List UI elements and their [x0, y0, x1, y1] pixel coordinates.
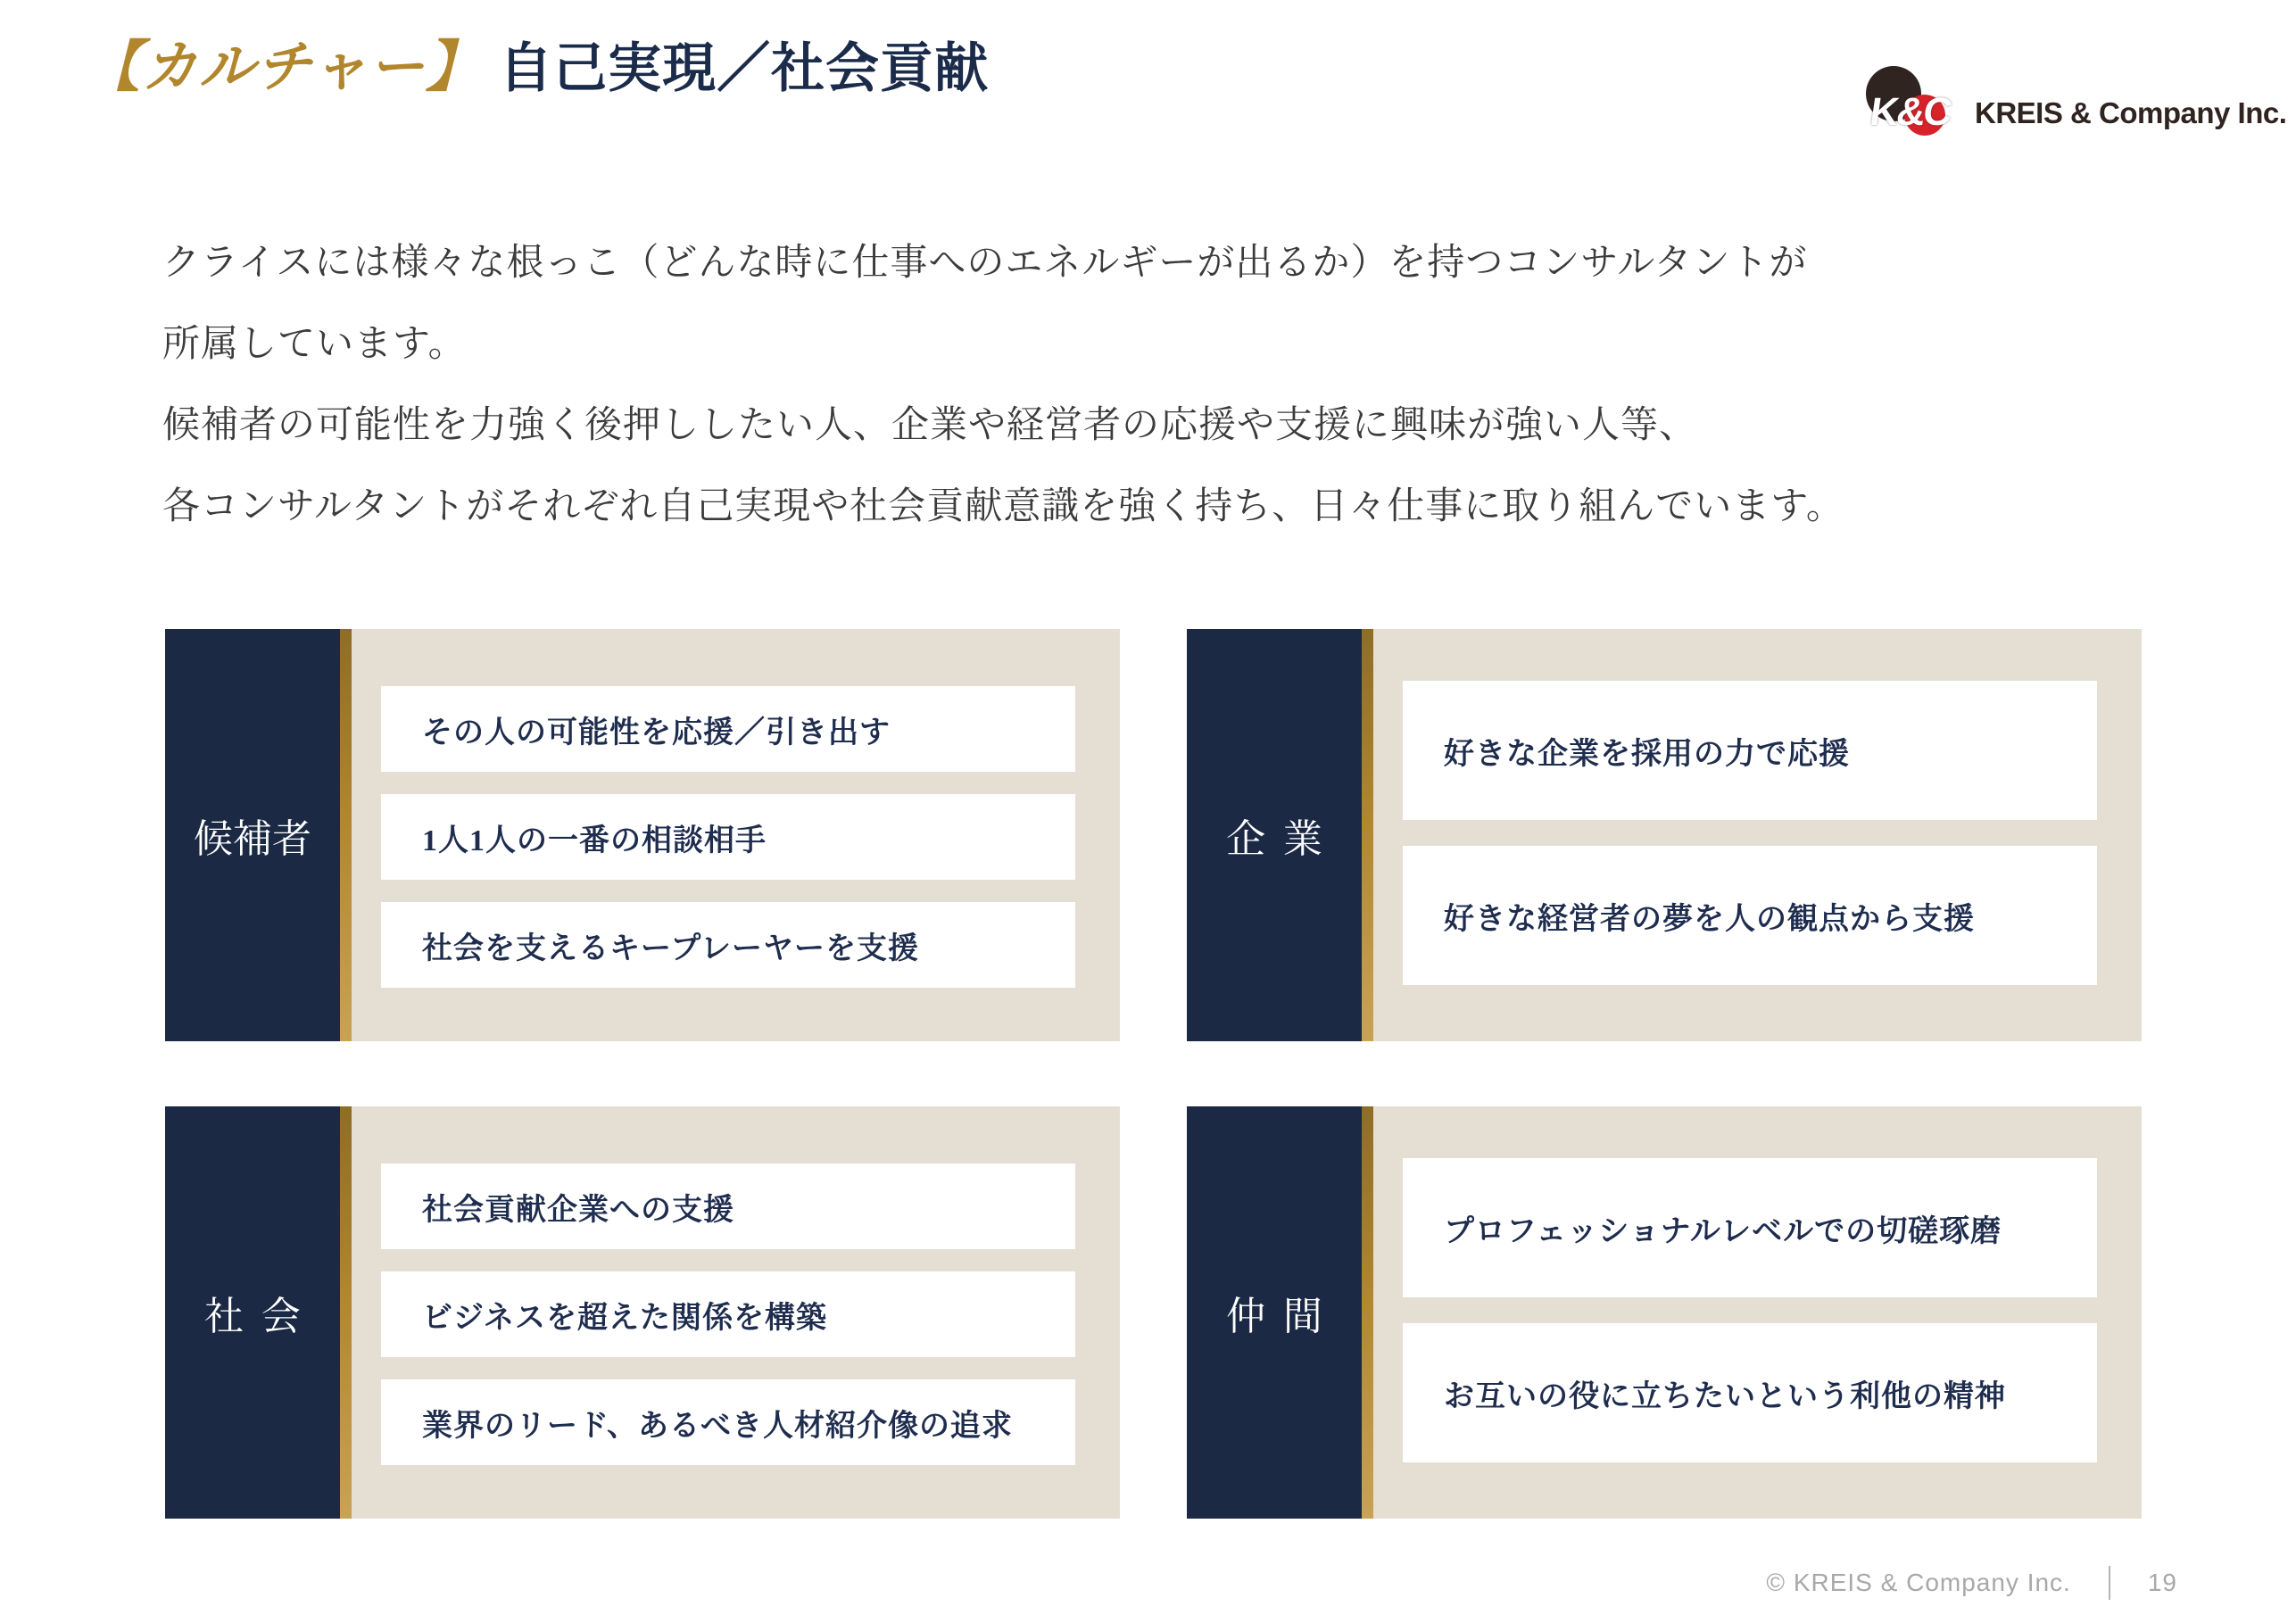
intro-line: 各コンサルタントがそれぞれ自己実現や社会貢献意識を強く持ち、日々仕事に取り組んでいます。: [162, 484, 1844, 526]
intro-line: クライスには様々な根っこ（どんな時に仕事へのエネルギーが出るか）を持つコンサルタントが: [162, 241, 1808, 283]
logo-mark-icon: [1863, 61, 1966, 145]
culture-card-grid: [165, 629, 2142, 1519]
card-colleagues: [1187, 1106, 2142, 1519]
card-item: ビジネスを超えた関係を構築: [381, 1271, 1075, 1357]
card-society-body: [352, 1106, 1120, 1519]
gold-stripe: [1362, 1106, 1373, 1519]
card-candidates-body: [352, 629, 1120, 1041]
logo-company-name: KREIS & Company Inc.: [1975, 96, 2287, 129]
card-item: お互いの役に立ちたいという利他の精神: [1403, 1323, 2097, 1462]
card-item: 1人1人の一番の相談相手: [381, 794, 1075, 880]
footer-page-number: 19: [2147, 1569, 2177, 1596]
card-society: [165, 1106, 1120, 1519]
card-item: 社会を支えるキープレーヤーを支援: [381, 902, 1075, 988]
card-item: 社会貢献企業への支援: [381, 1163, 1075, 1249]
intro-paragraph: [162, 221, 1844, 546]
company-logo: [1863, 61, 2287, 145]
gold-stripe: [340, 1106, 352, 1519]
gold-stripe: [340, 629, 352, 1041]
card-item: 好きな企業を採用の力で応援: [1403, 681, 2097, 820]
card-colleagues-label: 仲間: [1187, 1106, 1362, 1519]
footer-copyright: © KREIS & Company Inc.: [1766, 1569, 2071, 1596]
footer: [1766, 1566, 2177, 1600]
page-title: [85, 37, 989, 98]
card-candidates: [165, 629, 1120, 1041]
card-companies-label: 企業: [1187, 629, 1362, 1041]
card-candidates-label: 候補者: [165, 629, 340, 1041]
card-item: プロフェッショナルレベルでの切磋琢磨: [1403, 1158, 2097, 1297]
card-colleagues-body: [1373, 1106, 2142, 1519]
card-item: その人の可能性を応援／引き出す: [381, 686, 1075, 772]
card-item: 業界のリード、あるべき人材紹介像の追求: [381, 1379, 1075, 1465]
card-companies-body: [1373, 629, 2142, 1041]
title-category: 【カルチャー】: [85, 37, 484, 98]
intro-line: 候補者の可能性を力強く後押ししたい人、企業や経営者の応援や支援に興味が強い人等、: [162, 403, 1698, 445]
card-item: 好きな経営者の夢を人の観点から支援: [1403, 846, 2097, 985]
title-main: 自己実現／社会貢献: [499, 39, 990, 99]
card-society-label: 社会: [165, 1106, 340, 1519]
intro-line: 所属しています。: [162, 322, 467, 364]
footer-divider: [2109, 1566, 2110, 1600]
card-companies: [1187, 629, 2142, 1041]
logo-kc-text: K&C: [1867, 90, 1953, 134]
gold-stripe: [1362, 629, 1373, 1041]
